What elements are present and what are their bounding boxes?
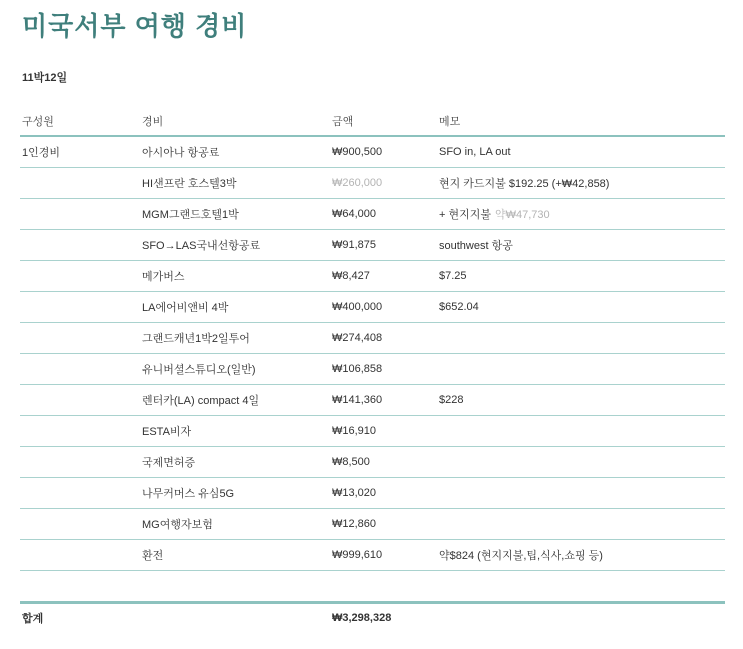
- table-row: [20, 416, 725, 447]
- amount-cell: ₩400,000: [330, 292, 437, 323]
- memo-text: 현지 카드지불 $192.25 (+₩42,858): [439, 178, 610, 190]
- total-amount: ₩3,298,328: [332, 612, 392, 624]
- expense-cell: 렌터카(LA) compact 4일: [140, 385, 330, 416]
- table-row: [20, 354, 725, 385]
- header-amount: 금액: [330, 107, 437, 136]
- memo-cell: [437, 416, 725, 447]
- memo-cell: [437, 478, 725, 509]
- expense-cell: SFO→LAS국내선항공료: [140, 230, 330, 261]
- amount-cell: ₩12,860: [330, 509, 437, 540]
- memo-note: 약₩47,730: [494, 209, 550, 221]
- table-row: [20, 509, 725, 540]
- expense-cell: MGM그랜드호텔1박: [140, 199, 330, 230]
- amount-cell: ₩106,858: [330, 354, 437, 385]
- amount-cell: ₩16,910: [330, 416, 437, 447]
- memo-cell: [437, 199, 725, 230]
- expense-cell: 메가버스: [140, 261, 330, 292]
- memo-text: + 현지지불: [439, 209, 491, 221]
- member-cell: [20, 292, 140, 323]
- page-title: 미국서부 여행 경비: [22, 11, 248, 41]
- header-memo: 메모: [437, 107, 725, 136]
- amount-cell: ₩999,610: [330, 540, 437, 571]
- total-empty: [437, 603, 725, 633]
- table-row: [20, 478, 725, 509]
- expense-cell: LA에어비앤비 4박: [140, 292, 330, 323]
- spacer-cell: [330, 571, 437, 603]
- table-row: [20, 292, 725, 323]
- amount-cell: ₩260,000: [330, 168, 437, 199]
- amount-cell: ₩64,000: [330, 199, 437, 230]
- memo-cell: [437, 168, 725, 199]
- total-label: 합계: [22, 613, 44, 625]
- memo-cell: [437, 540, 725, 571]
- member-cell: [20, 540, 140, 571]
- member-cell: [20, 230, 140, 261]
- table-row: [20, 385, 725, 416]
- expense-cell: 유니버셜스튜디오(일반): [140, 354, 330, 385]
- spacer-cell: [140, 571, 330, 603]
- memo-cell: [437, 509, 725, 540]
- member-cell: [20, 199, 140, 230]
- memo-cell: [437, 447, 725, 478]
- table-row: [20, 230, 725, 261]
- member-cell: [20, 447, 140, 478]
- trip-duration: 11박12일: [22, 72, 68, 84]
- table-body: [20, 136, 725, 571]
- table-row: [20, 168, 725, 199]
- member-cell: [20, 354, 140, 385]
- member-cell: [20, 385, 140, 416]
- expense-table: [20, 107, 725, 632]
- memo-text: $7.25: [439, 270, 467, 282]
- table-row: [20, 540, 725, 571]
- expense-cell: MG여행자보험: [140, 509, 330, 540]
- spacer-row: [20, 571, 725, 603]
- header-expense: 경비: [140, 107, 330, 136]
- amount-cell: ₩141,360: [330, 385, 437, 416]
- table-row: [20, 136, 725, 168]
- member-cell: [20, 478, 140, 509]
- memo-cell: [437, 230, 725, 261]
- spacer-cell: [437, 571, 725, 603]
- spacer-cell: [20, 571, 140, 603]
- memo-cell: [437, 385, 725, 416]
- table-header-row: [20, 107, 725, 136]
- amount-cell: ₩274,408: [330, 323, 437, 354]
- expense-cell: 나무커머스 유심5G: [140, 478, 330, 509]
- amount-cell: ₩8,427: [330, 261, 437, 292]
- memo-text: southwest 항공: [439, 240, 513, 252]
- member-cell: [20, 509, 140, 540]
- memo-cell: [437, 136, 725, 168]
- member-cell: [20, 416, 140, 447]
- total-empty: [140, 603, 330, 633]
- memo-text: $228: [439, 394, 464, 406]
- amount-cell: ₩91,875: [330, 230, 437, 261]
- expense-cell: ESTA비자: [140, 416, 330, 447]
- memo-text: 약$824 (현지지불,팁,식사,쇼핑 등): [439, 550, 603, 562]
- memo-cell: [437, 292, 725, 323]
- expense-cell: HI샌프란 호스텔3박: [140, 168, 330, 199]
- table-row: [20, 261, 725, 292]
- amount-cell: ₩8,500: [330, 447, 437, 478]
- member-cell: 1인경비: [20, 136, 140, 168]
- expense-cell: 국제면허증: [140, 447, 330, 478]
- header-member: 구성원: [20, 107, 140, 136]
- table-row: [20, 323, 725, 354]
- total-row: [20, 603, 725, 633]
- table-row: [20, 447, 725, 478]
- table-row: [20, 199, 725, 230]
- member-cell: [20, 323, 140, 354]
- memo-text: SFO in, LA out: [439, 146, 511, 158]
- expense-cell: 아시아나 항공료: [140, 136, 330, 168]
- memo-cell: [437, 323, 725, 354]
- amount-cell: ₩900,500: [330, 136, 437, 168]
- expense-cell: 그랜드캐년1박2일투어: [140, 323, 330, 354]
- memo-cell: [437, 354, 725, 385]
- member-cell: [20, 168, 140, 199]
- memo-cell: [437, 261, 725, 292]
- expense-cell: 환전: [140, 540, 330, 571]
- member-cell: [20, 261, 140, 292]
- amount-cell: ₩13,020: [330, 478, 437, 509]
- memo-text: $652.04: [439, 301, 479, 313]
